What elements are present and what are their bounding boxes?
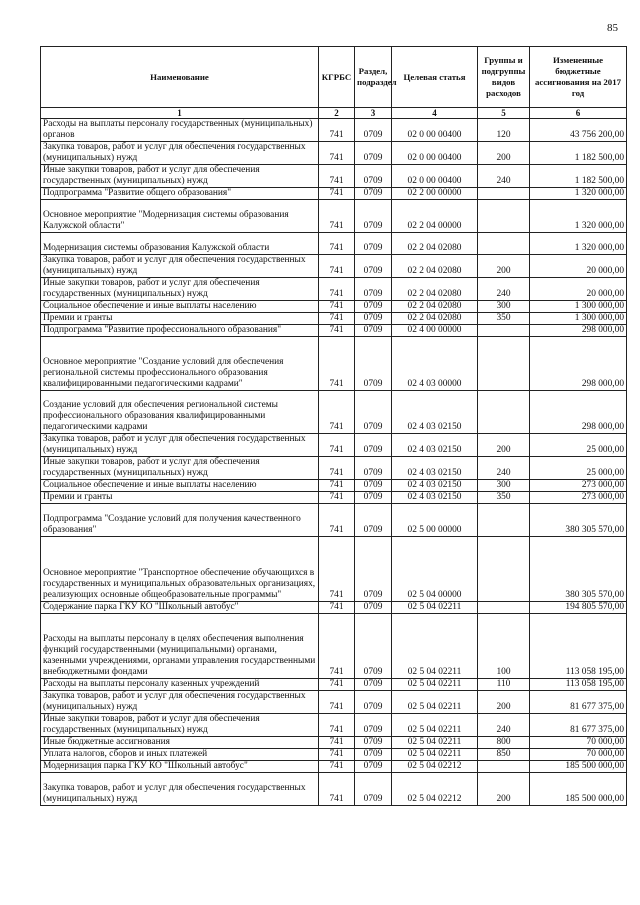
row-group: 240 [478, 457, 530, 480]
row-amount: 81 677 375,00 [530, 714, 627, 737]
row-section: 0709 [355, 165, 392, 188]
row-group: 240 [478, 165, 530, 188]
table-row [41, 714, 627, 737]
table-row [41, 749, 627, 761]
row-section: 0709 [355, 255, 392, 278]
row-group: 200 [478, 773, 530, 806]
row-section: 0709 [355, 749, 392, 761]
row-target: 02 5 04 02211 [392, 691, 478, 714]
row-kgrbs: 741 [319, 233, 355, 255]
table-row [41, 537, 627, 602]
table-row [41, 233, 627, 255]
row-target: 02 2 04 02080 [392, 278, 478, 301]
row-group: 800 [478, 737, 530, 749]
budget-table [40, 46, 627, 806]
row-target: 02 4 03 02150 [392, 492, 478, 504]
row-kgrbs: 741 [319, 749, 355, 761]
row-name: Модернизация системы образования Калужской области [41, 233, 319, 255]
row-group [478, 325, 530, 337]
table-row [41, 391, 627, 434]
table-row [41, 773, 627, 806]
row-name: Премии и гранты [41, 492, 319, 504]
row-amount: 298 000,00 [530, 325, 627, 337]
row-name: Закупка товаров, работ и услуг для обеспечения государственных (муниципальных) нужд [41, 773, 319, 806]
row-name: Иные закупки товаров, работ и услуг для обеспечения государственных (муниципальных) нужд [41, 457, 319, 480]
row-section: 0709 [355, 278, 392, 301]
row-section: 0709 [355, 313, 392, 325]
row-name: Расходы на выплаты персоналу казенных учреждений [41, 679, 319, 691]
row-kgrbs: 741 [319, 504, 355, 537]
row-kgrbs: 741 [319, 301, 355, 313]
table-row [41, 278, 627, 301]
row-target: 02 5 04 02212 [392, 761, 478, 773]
row-amount: 1 320 000,00 [530, 188, 627, 200]
row-name: Премии и гранты [41, 313, 319, 325]
col-header-kgrbs: КГРБС [319, 47, 355, 108]
row-name: Модернизация парка ГКУ КО "Школьный автобус" [41, 761, 319, 773]
row-section: 0709 [355, 602, 392, 614]
table-row [41, 691, 627, 714]
row-name: Уплата налогов, сборов и иных платежей [41, 749, 319, 761]
col-number: 4 [392, 108, 478, 119]
row-section: 0709 [355, 773, 392, 806]
table-row [41, 434, 627, 457]
row-target: 02 5 00 00000 [392, 504, 478, 537]
row-kgrbs: 741 [319, 313, 355, 325]
col-number: 2 [319, 108, 355, 119]
row-kgrbs: 741 [319, 142, 355, 165]
row-kgrbs: 741 [319, 391, 355, 434]
row-amount: 185 500 000,00 [530, 773, 627, 806]
row-group: 110 [478, 679, 530, 691]
row-name: Иные бюджетные ассигнования [41, 737, 319, 749]
table-row [41, 337, 627, 391]
row-kgrbs: 741 [319, 200, 355, 233]
row-section: 0709 [355, 679, 392, 691]
row-kgrbs: 741 [319, 255, 355, 278]
row-target: 02 5 04 02211 [392, 737, 478, 749]
row-section: 0709 [355, 301, 392, 313]
table-row [41, 480, 627, 492]
row-kgrbs: 741 [319, 434, 355, 457]
row-amount: 185 500 000,00 [530, 761, 627, 773]
page-number: 85 [607, 22, 618, 34]
row-group [478, 233, 530, 255]
table-row [41, 457, 627, 480]
row-kgrbs: 741 [319, 188, 355, 200]
row-target: 02 0 00 00400 [392, 165, 478, 188]
row-name: Содержание парка ГКУ КО "Школьный автобус" [41, 602, 319, 614]
row-target: 02 0 00 00400 [392, 119, 478, 142]
table-row [41, 313, 627, 325]
row-kgrbs: 741 [319, 602, 355, 614]
row-group [478, 337, 530, 391]
row-target: 02 4 03 02150 [392, 480, 478, 492]
row-target: 02 0 00 00400 [392, 142, 478, 165]
table-row [41, 165, 627, 188]
row-name: Социальное обеспечение и иные выплаты населению [41, 480, 319, 492]
row-amount: 113 058 195,00 [530, 614, 627, 679]
row-amount: 25 000,00 [530, 434, 627, 457]
row-target: 02 4 03 02150 [392, 391, 478, 434]
row-name: Закупка товаров, работ и услуг для обеспечения государственных (муниципальных) нужд [41, 434, 319, 457]
row-amount: 380 305 570,00 [530, 504, 627, 537]
row-section: 0709 [355, 200, 392, 233]
row-kgrbs: 741 [319, 614, 355, 679]
row-target: 02 4 03 02150 [392, 434, 478, 457]
row-amount: 70 000,00 [530, 737, 627, 749]
row-group: 200 [478, 691, 530, 714]
row-section: 0709 [355, 480, 392, 492]
row-section: 0709 [355, 457, 392, 480]
row-target: 02 2 04 02080 [392, 255, 478, 278]
row-amount: 25 000,00 [530, 457, 627, 480]
row-section: 0709 [355, 391, 392, 434]
table-body [41, 119, 627, 806]
row-target: 02 5 04 02211 [392, 714, 478, 737]
table-row [41, 188, 627, 200]
row-kgrbs: 741 [319, 691, 355, 714]
row-group: 200 [478, 142, 530, 165]
row-name: Подпрограмма "Развитие общего образования" [41, 188, 319, 200]
row-name: Закупка товаров, работ и услуг для обеспечения государственных (муниципальных) нужд [41, 255, 319, 278]
row-name: Основное мероприятие "Создание условий для обеспечения региональной системы профессионального образования квалифицированными педагогическими кадрами" [41, 337, 319, 391]
row-group [478, 504, 530, 537]
row-name: Иные закупки товаров, работ и услуг для обеспечения государственных (муниципальных) нужд [41, 165, 319, 188]
table-row [41, 492, 627, 504]
row-group: 300 [478, 301, 530, 313]
row-amount: 43 756 200,00 [530, 119, 627, 142]
table-row [41, 200, 627, 233]
row-kgrbs: 741 [319, 537, 355, 602]
row-kgrbs: 741 [319, 714, 355, 737]
table-row [41, 504, 627, 537]
row-section: 0709 [355, 537, 392, 602]
row-target: 02 2 04 02080 [392, 301, 478, 313]
row-name: Иные закупки товаров, работ и услуг для обеспечения государственных (муниципальных) нужд [41, 278, 319, 301]
row-amount: 1 182 500,00 [530, 142, 627, 165]
row-target: 02 5 04 02211 [392, 749, 478, 761]
table-row [41, 614, 627, 679]
col-header-target: Целевая статья [392, 47, 478, 108]
row-kgrbs: 741 [319, 337, 355, 391]
table-row [41, 142, 627, 165]
row-kgrbs: 741 [319, 737, 355, 749]
row-name: Основное мероприятие "Транспортное обеспечение обучающихся в государственных и муниципальных образовательных организациях, реализующих основные общеобразовательные программы" [41, 537, 319, 602]
row-name: Расходы на выплаты персоналу в целях обеспечения выполнения функций государственными (муниципальными) органами, казенными учреждениями, органами управления государственными внебюджетными фондами [41, 614, 319, 679]
row-group: 350 [478, 313, 530, 325]
row-amount: 273 000,00 [530, 480, 627, 492]
row-section: 0709 [355, 233, 392, 255]
row-group [478, 602, 530, 614]
row-group: 350 [478, 492, 530, 504]
col-header-amount: Измененные бюджетные ассигнования на 2017 год [530, 47, 627, 108]
row-target: 02 4 03 02150 [392, 457, 478, 480]
row-amount: 298 000,00 [530, 337, 627, 391]
table-row [41, 301, 627, 313]
table-row [41, 119, 627, 142]
row-section: 0709 [355, 714, 392, 737]
table-row [41, 255, 627, 278]
row-kgrbs: 741 [319, 119, 355, 142]
row-group: 240 [478, 714, 530, 737]
row-name: Иные закупки товаров, работ и услуг для обеспечения государственных (муниципальных) нужд [41, 714, 319, 737]
row-name: Подпрограмма "Создание условий для получения качественного образования" [41, 504, 319, 537]
col-number: 3 [355, 108, 392, 119]
row-section: 0709 [355, 142, 392, 165]
row-kgrbs: 741 [319, 325, 355, 337]
row-name: Основное мероприятие "Модернизация системы образования Калужской области" [41, 200, 319, 233]
row-name: Расходы на выплаты персоналу государственных (муниципальных) органов [41, 119, 319, 142]
row-amount: 194 805 570,00 [530, 602, 627, 614]
row-target: 02 5 04 02212 [392, 773, 478, 806]
table-row [41, 761, 627, 773]
row-group: 120 [478, 119, 530, 142]
row-amount: 273 000,00 [530, 492, 627, 504]
row-target: 02 2 04 00000 [392, 200, 478, 233]
row-group [478, 200, 530, 233]
row-kgrbs: 741 [319, 165, 355, 188]
row-group [478, 537, 530, 602]
row-kgrbs: 741 [319, 492, 355, 504]
row-name: Подпрограмма "Развитие профессионального образования" [41, 325, 319, 337]
column-number-row [41, 108, 627, 119]
row-name: Закупка товаров, работ и услуг для обеспечения государственных (муниципальных) нужд [41, 691, 319, 714]
row-section: 0709 [355, 337, 392, 391]
row-amount: 70 000,00 [530, 749, 627, 761]
row-amount: 20 000,00 [530, 255, 627, 278]
row-section: 0709 [355, 614, 392, 679]
row-target: 02 2 04 02080 [392, 313, 478, 325]
col-number: 5 [478, 108, 530, 119]
row-section: 0709 [355, 325, 392, 337]
row-kgrbs: 741 [319, 773, 355, 806]
row-target: 02 2 04 02080 [392, 233, 478, 255]
row-target: 02 4 03 00000 [392, 337, 478, 391]
col-number: 1 [41, 108, 319, 119]
row-section: 0709 [355, 504, 392, 537]
row-target: 02 5 04 02211 [392, 679, 478, 691]
row-group: 240 [478, 278, 530, 301]
table-row [41, 737, 627, 749]
table-row [41, 679, 627, 691]
col-header-section: Раздел, подраздел [355, 47, 392, 108]
row-kgrbs: 741 [319, 480, 355, 492]
row-section: 0709 [355, 492, 392, 504]
header-row [41, 47, 627, 108]
row-amount: 298 000,00 [530, 391, 627, 434]
row-amount: 1 320 000,00 [530, 233, 627, 255]
row-kgrbs: 741 [319, 679, 355, 691]
row-target: 02 4 00 00000 [392, 325, 478, 337]
row-group [478, 391, 530, 434]
row-section: 0709 [355, 434, 392, 457]
table-row [41, 325, 627, 337]
row-amount: 1 182 500,00 [530, 165, 627, 188]
row-amount: 380 305 570,00 [530, 537, 627, 602]
row-section: 0709 [355, 691, 392, 714]
row-target: 02 5 04 02211 [392, 614, 478, 679]
row-amount: 81 677 375,00 [530, 691, 627, 714]
col-number: 6 [530, 108, 627, 119]
row-section: 0709 [355, 188, 392, 200]
row-group: 200 [478, 434, 530, 457]
row-amount: 113 058 195,00 [530, 679, 627, 691]
row-kgrbs: 741 [319, 761, 355, 773]
row-section: 0709 [355, 119, 392, 142]
row-target: 02 5 04 02211 [392, 602, 478, 614]
row-group [478, 761, 530, 773]
row-section: 0709 [355, 737, 392, 749]
row-section: 0709 [355, 761, 392, 773]
row-amount: 1 300 000,00 [530, 301, 627, 313]
row-group: 100 [478, 614, 530, 679]
row-group [478, 188, 530, 200]
row-target: 02 5 04 00000 [392, 537, 478, 602]
row-name: Создание условий для обеспечения региональной системы профессионального образования квалифицированными педагогическими кадрами [41, 391, 319, 434]
row-kgrbs: 741 [319, 278, 355, 301]
row-name: Закупка товаров, работ и услуг для обеспечения государственных (муниципальных) нужд [41, 142, 319, 165]
row-group: 850 [478, 749, 530, 761]
row-amount: 20 000,00 [530, 278, 627, 301]
row-amount: 1 300 000,00 [530, 313, 627, 325]
col-header-group: Группы и подгруппы видов расходов [478, 47, 530, 108]
row-group: 300 [478, 480, 530, 492]
col-header-name: Наименование [41, 47, 319, 108]
row-group: 200 [478, 255, 530, 278]
row-amount: 1 320 000,00 [530, 200, 627, 233]
row-name: Социальное обеспечение и иные выплаты населению [41, 301, 319, 313]
table-row [41, 602, 627, 614]
row-kgrbs: 741 [319, 457, 355, 480]
row-target: 02 2 00 00000 [392, 188, 478, 200]
